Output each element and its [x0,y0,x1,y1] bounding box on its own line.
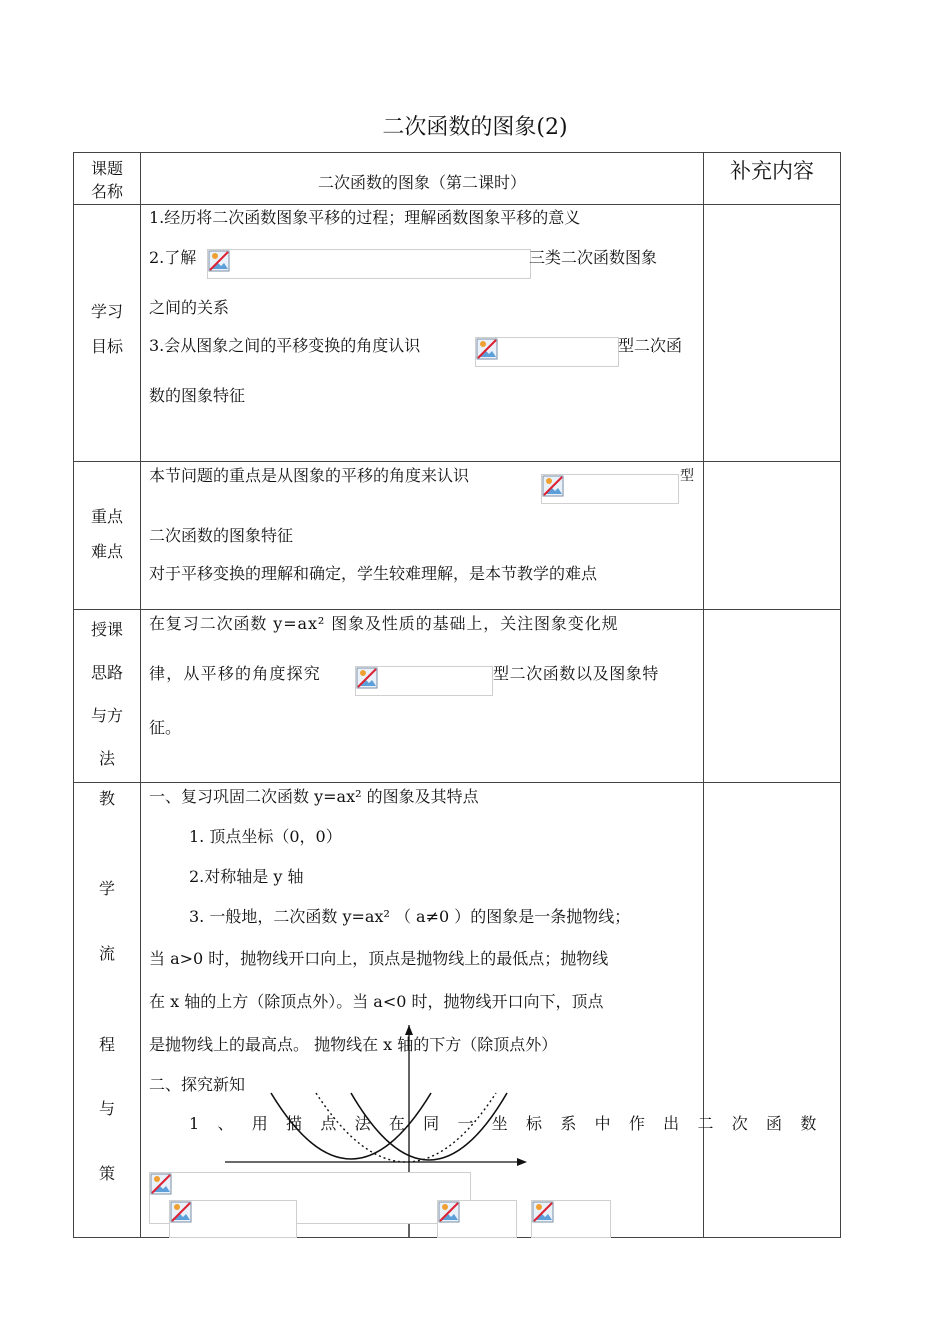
objective-3-line [149,336,695,382]
process-label-6: 策 [98,1164,115,1183]
broken-image-icon [356,667,378,689]
method-label-line4: 法 [98,749,115,768]
method-content-cell [141,610,704,783]
process-p8: 二、探究新知 [149,1075,246,1094]
lesson-plan-table [73,152,841,1238]
parabola-right [351,1093,507,1160]
course-name-cell [141,153,704,205]
method-line-2-end: 型二次函数以及图象特 [493,664,660,683]
broken-image-icon [438,1201,460,1223]
process-p1: 一、复习巩固二次函数 y=ax² 的图象及其特点 [149,787,479,806]
broken-image-icon [208,250,230,272]
objective-3-end: 数的图象特征 [149,386,246,405]
page-title: 二次函数的图象(2) [382,115,568,140]
objective-2-start: 2.了解 [149,248,197,267]
process-label-5: 与 [98,1099,115,1118]
process-p9: 1 、 用 描 点 法 在 同 一 坐 标 系 中 作 出 二 次 函 数 [189,1114,823,1133]
supplement-header-cell [704,153,841,205]
objectives-label-line1: 学习 [90,302,123,321]
keypoint-3: 对于平移变换的理解和确定，学生较难理解，是本节教学的难点 [149,564,598,583]
process-content-cell [141,783,823,1238]
formula-image-placeholder [355,666,493,696]
keypoints-label-line2: 难点 [90,541,123,561]
course-label-line2: 名称 [90,182,123,201]
process-label-3: 流 [98,944,115,963]
broken-image-icon [170,1201,192,1223]
broken-image-icon [532,1201,554,1223]
process-label-1: 教 [98,789,115,808]
method-label-cell [74,610,141,783]
method-label-line2: 思路 [90,663,123,682]
formula-image-placeholder [207,249,531,279]
supplement-cell [704,462,841,610]
keypoints-row [74,462,841,610]
method-line-3: 征。 [149,718,182,737]
broken-image-icon [542,475,564,497]
process-p6: 在 x 轴的上方（除顶点外）。当 a<0 时，抛物线开口向下，顶点 [149,992,604,1011]
formula-image-placeholder [437,1200,517,1238]
method-line-2-start: 律，从平移的角度探究 [149,664,322,683]
supplement-title: 补充内容 [730,159,814,183]
method-label-line3: 与方 [90,706,123,725]
keypoint-1-start: 本节问题的重点是从图象的平移的角度来认识 [149,466,470,485]
objectives-content-cell [141,205,704,462]
process-p5: 当 a>0 时，抛物线开口向上，顶点是抛物线上的最低点；抛物线 [149,949,609,968]
objective-3-mid: 型二次函 [618,336,683,355]
formula-image-placeholder [531,1200,611,1238]
method-line-2 [149,664,695,710]
process-p3: 2.对称轴是 y 轴 [189,867,304,886]
course-name: 二次函数的图象（第二课时） [317,173,526,192]
keypoint-1-line [149,466,695,510]
keypoint-2: 二次函数的图象特征 [149,526,294,545]
method-label-line1: 授课 [90,620,123,639]
formula-image-placeholder [169,1200,297,1238]
course-label-line1: 课题 [90,159,123,178]
process-p7: 是抛物线上的最高点。 抛物线在 x 轴的下方（除顶点外） [149,1035,558,1054]
process-label-cell [74,783,141,1238]
broken-image-icon [476,338,498,360]
parabola-left [271,1093,431,1159]
objectives-label-line2: 目标 [90,337,123,356]
process-label-4: 程 [98,1035,115,1054]
objective-1: 1.经历将二次函数图象平移的过程；理解函数图象平移的意义 [149,208,581,227]
objectives-row [74,205,841,462]
objective-3-start: 3.会从图象之间的平移变换的角度认识 [149,336,421,355]
formula-image-placeholder [475,337,619,367]
supplement-cell [704,783,841,1238]
supplement-cell [704,610,841,783]
method-line-1: 在复习二次函数 y=ax² 图象及性质的基础上，关注图象变化规 [149,614,619,633]
y-axis-arrow-icon [405,1025,413,1035]
process-p4: 3. 一般地，二次函数 y=ax² （ a≠0 ）的图象是一条抛物线； [189,907,631,926]
supplement-cell [704,205,841,462]
objective-2-end: 之间的关系 [149,298,230,317]
course-label-cell [74,153,141,205]
broken-image-icon [150,1173,172,1195]
objectives-label-cell [74,205,141,462]
keypoints-content-cell [141,462,704,610]
objective-2-line [149,248,695,294]
keypoints-label-cell [74,462,141,610]
process-row [74,783,841,1238]
method-row [74,610,841,783]
keypoints-label-line1: 重点 [90,506,123,526]
process-label-2: 学 [98,879,115,898]
process-p2: 1. 顶点坐标（0，0） [189,827,342,846]
keypoint-1-end: 型 [680,468,694,484]
x-axis-arrow-icon [517,1158,527,1166]
objective-2-mid: 三类二次函数图象 [529,248,658,267]
header-row [74,153,841,205]
formula-image-placeholder [541,474,679,504]
